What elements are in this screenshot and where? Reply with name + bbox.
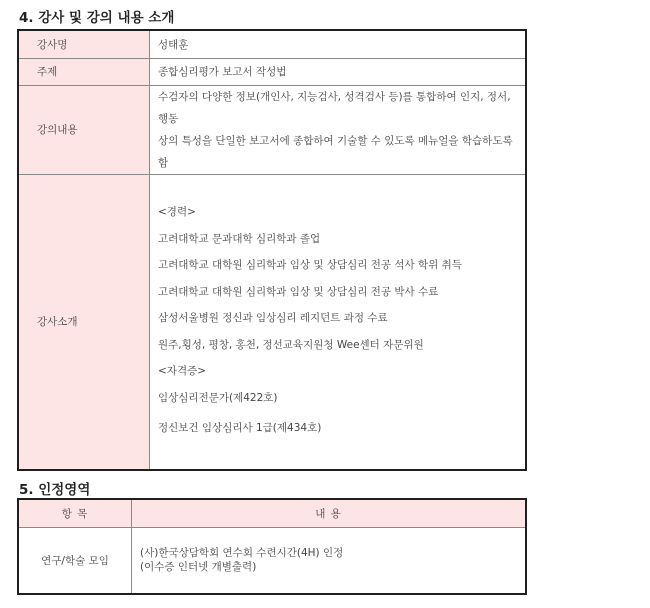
lecturer-name: 성태훈 — [150, 30, 527, 58]
table-row-bio — [18, 174, 526, 470]
table-header-row — [18, 499, 526, 528]
accreditation-line: (사)한국상담학회 연수회 수련시간(4H) 인정 — [140, 547, 344, 560]
row-label-topic: 주제 — [18, 58, 150, 85]
row-label-name: 강사명 — [18, 30, 150, 58]
bio-item: 임상심리전문가(제422호) — [158, 391, 278, 404]
accreditation-detail — [132, 528, 527, 594]
description-line: 수검자의 다양한 정보(개인사, 지능검사, 성격검사 등)를 통합하여 인지, 정서, 행동 — [158, 90, 511, 125]
section-title-lecturer: 4. 강사 및 강의 내용 소개 — [19, 10, 175, 26]
bio-item: 고려대학교 대학원 심리학과 임상 및 상담심리 전공 석사 학위 취득 — [158, 259, 462, 271]
lecture-description — [150, 85, 527, 174]
table-row-accreditation — [18, 528, 526, 594]
description-line: 상의 특성을 단일한 보고서에 종합하여 기술할 수 있도록 메뉴얼을 학습하도록 함 — [158, 134, 513, 169]
table-row-topic — [18, 58, 526, 85]
row-label-content: 강의내용 — [18, 85, 150, 174]
row-label-bio: 강사소개 — [18, 174, 150, 470]
section-title-accreditation: 5. 인정영역 — [19, 482, 91, 498]
bio-item: 고려대학교 문과대학 심리학과 졸업 — [158, 232, 321, 245]
lecturer-bio — [150, 174, 527, 470]
bio-item: 삼성서울병원 정신과 임상심리 레지던트 과정 수료 — [158, 312, 388, 324]
lecturer-info-table — [17, 29, 527, 471]
bio-item: 고려대학교 대학원 심리학과 임상 및 상담심리 전공 박사 수료 — [158, 285, 439, 298]
table-row-content — [18, 85, 526, 174]
accreditation-category: 연구/학술 모임 — [18, 528, 132, 594]
accreditation-table — [17, 498, 527, 595]
bio-heading-license: <자격증> — [158, 365, 207, 377]
table-row-name — [18, 30, 526, 58]
bio-heading-career: <경력> — [158, 206, 196, 218]
column-header-content: 내 용 — [132, 499, 527, 528]
bio-item: 정신보건 임상심리사 1급(제434호) — [158, 421, 322, 434]
bio-item: 원주,횡성, 평창, 홍천, 정선교육지원청 Wee센터 자문위원 — [158, 338, 424, 351]
column-header-item: 항 목 — [18, 499, 132, 528]
accreditation-line: (이수증 인터넷 개별출력) — [140, 561, 257, 574]
lecture-topic: 종합심리평가 보고서 작성법 — [150, 58, 527, 85]
